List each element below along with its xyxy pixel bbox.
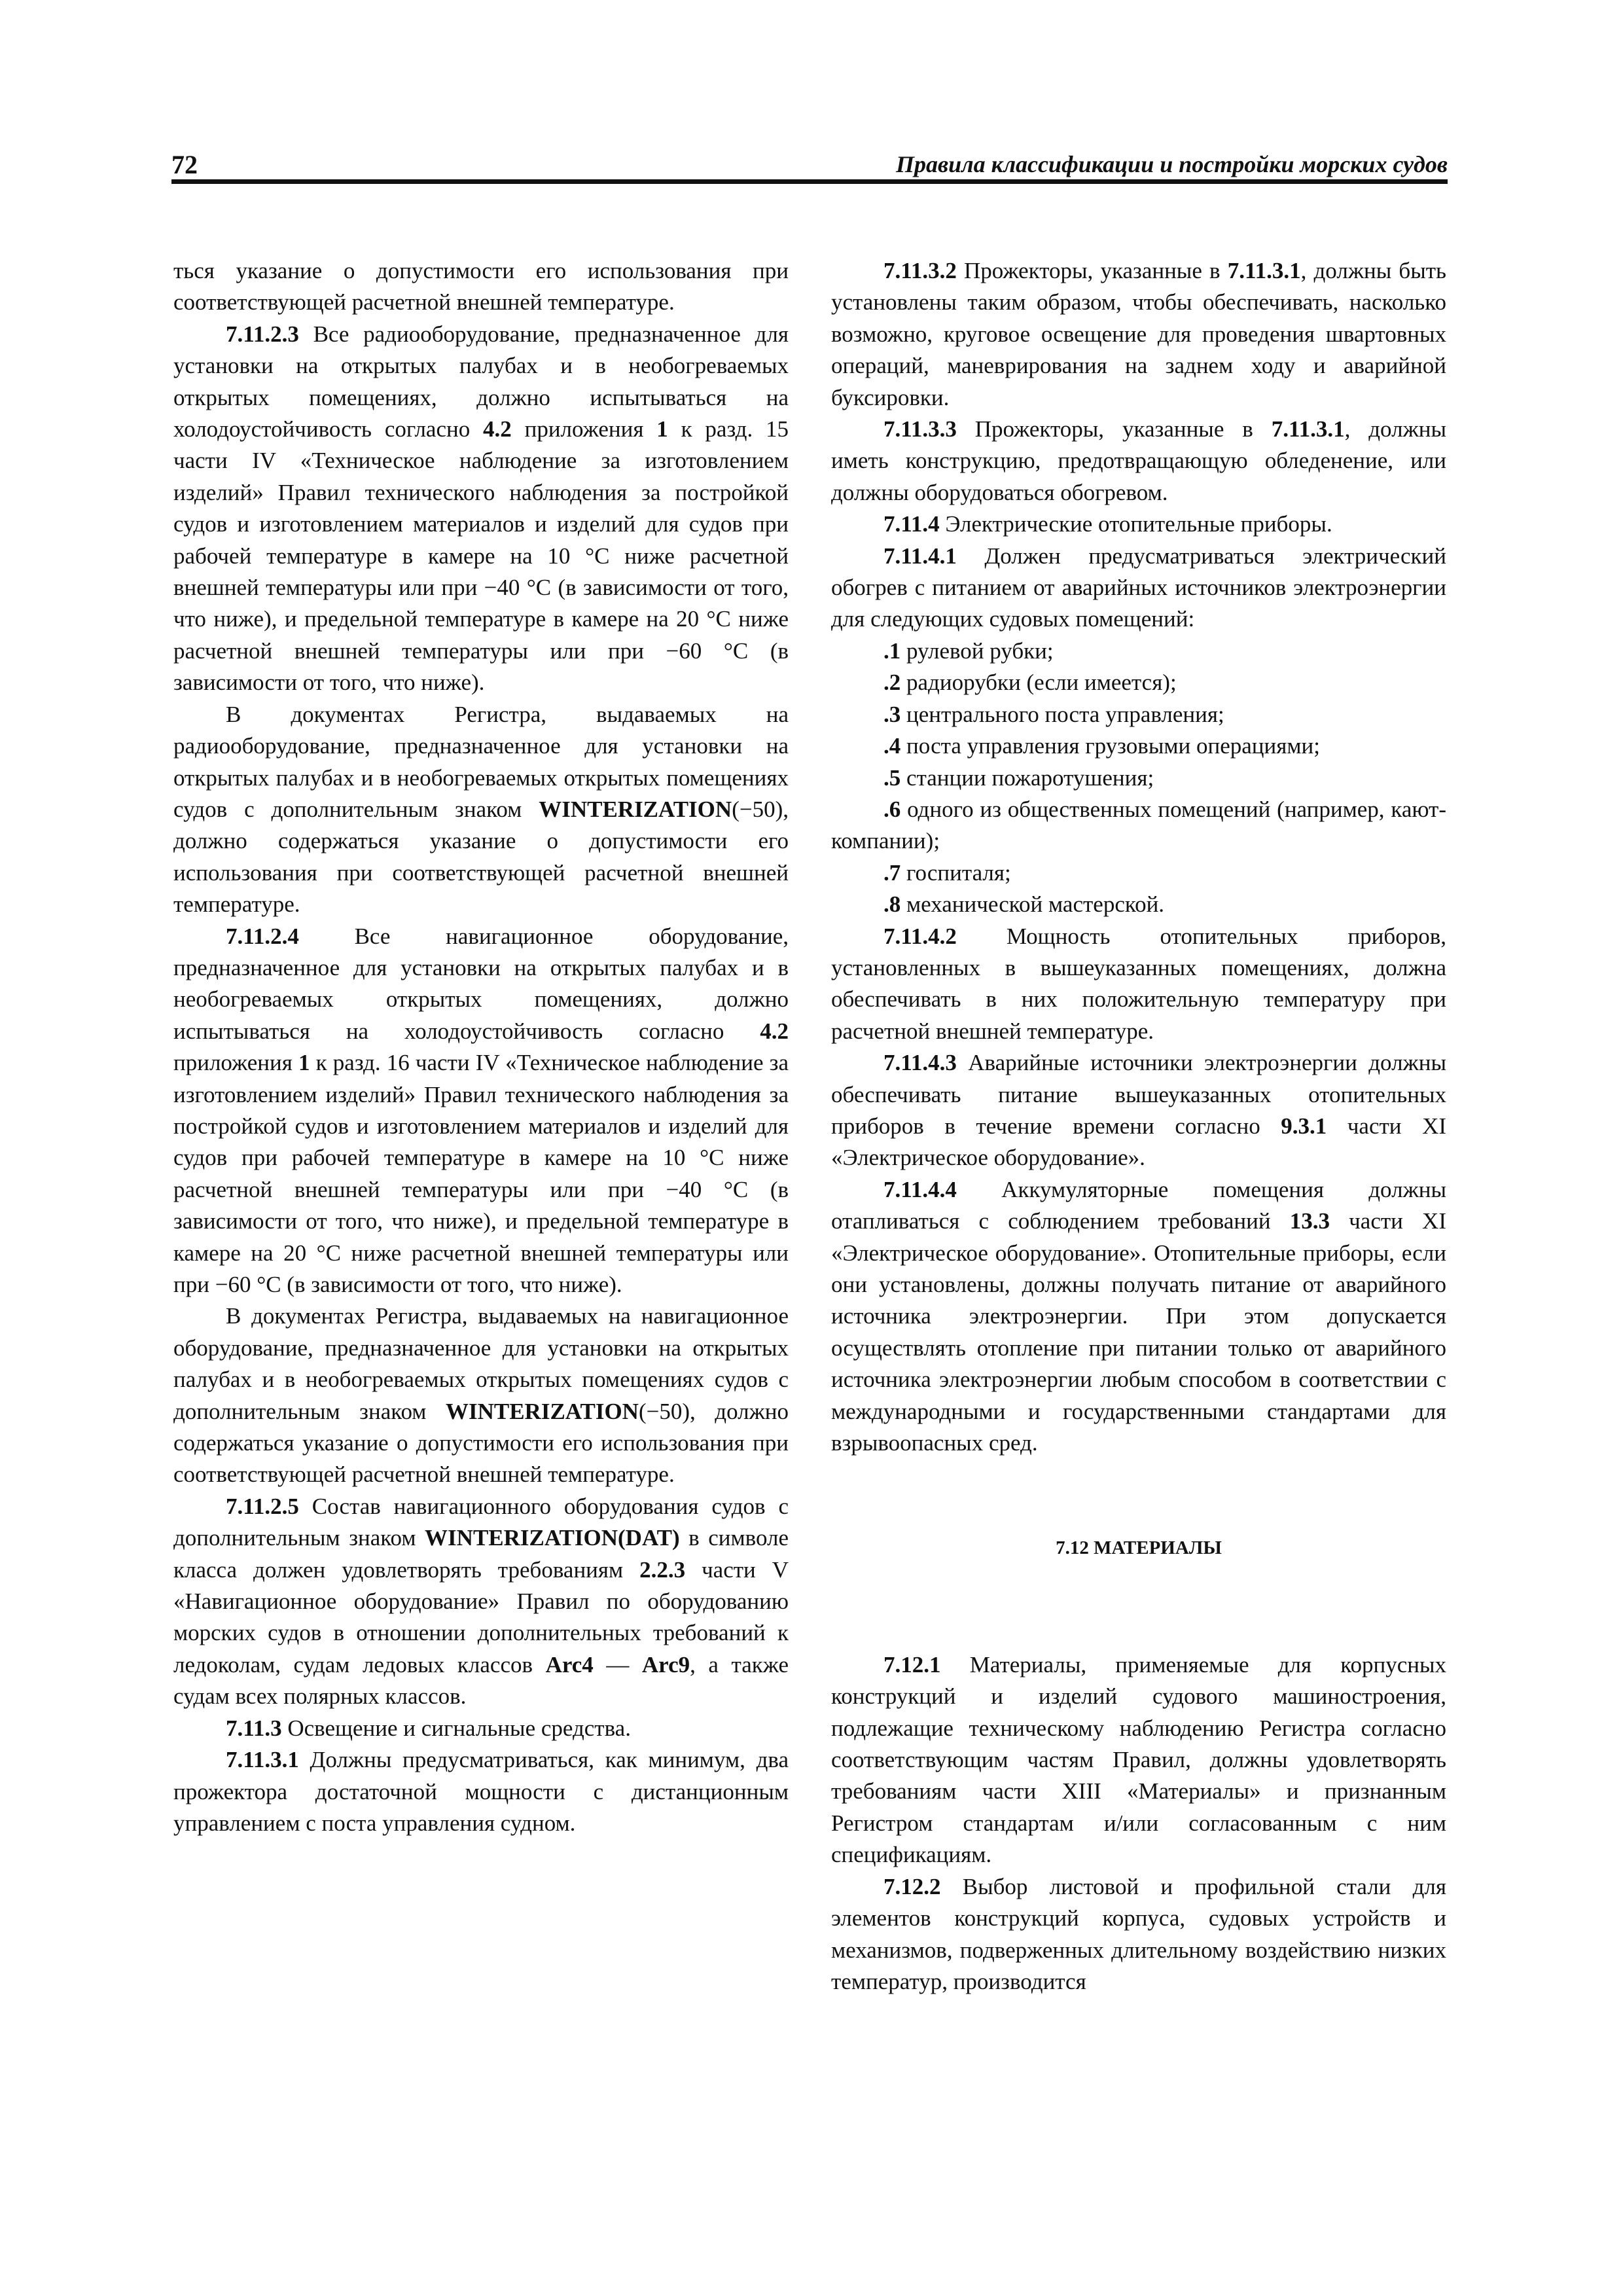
page-number: 72 [171,150,198,179]
list-item: .5 станции пожаротушения; [883,764,1154,791]
paragraph: В документах Регистра, выдаваемых на радиооборудование, предназначенное для установки на открытых палубах и в необогреваемых открытых помещениях судов с дополнительным знаком WINTERIZATION(−50), должно содержаться указание о допустимости его использования при соответствующей расчетной внешней температуре. [173,701,789,918]
list-item: .1 рулевой рубки; [883,637,1054,664]
list-item: .2 радиорубки (если имеется); [883,670,1177,696]
right-column [831,255,1446,1998]
paragraph-7-11-3-3: 7.11.3.3 Прожекторы, указанные в 7.11.3.1, должны иметь конструкцию, предотвращающую обледенение, или должны оборудоваться обогревом. [831,416,1446,505]
list-item: .4 поста управления грузовыми операциями; [883,733,1320,759]
paragraph-7-12-1: 7.12.1 Материалы, применяемые для корпусных конструкций и изделий судового машиностроения, подлежащие техническому наблюдению Регистра согласно соответствующим частям Правил, должны удовлетворять требованиям части XIII «Материалы» и признанным Регистром стандартам и/или согласованным с ним спецификациям. [831,1651,1446,1868]
paragraph: В документах Регистра, выдаваемых на навигационное оборудование, предназначенное для установки на открытых палубах и в необогреваемых открытых помещениях судов с дополнительным знаком WINTERIZATION(−50), должно содержаться указание о допустимости его использования при соответствующей расчетной внешней температуре. [173,1303,789,1488]
paragraph-7-11-2-3: 7.11.2.3 Все радиооборудование, предназначенное для установки на открытых палубах и в необогреваемых открытых помещениях, должно испытываться на холодоустойчивость согласно 4.2 приложения 1 к разд. 15 части IV «Техническое наблюдение за изготовлением изделий» Правил технического наблюдения за постройкой судов и изготовлением материалов и изделий для судов при рабочей температуре в камере на 10 °С ниже расчетной внешней температуры или при −40 °С (в зависимости от того, что ниже), и предельной температуре в камере на 20 °С ниже расчетной внешней температуры или при −60 °С (в зависимости от того, что ниже). [173,321,789,696]
paragraph-7-11-3-1: 7.11.3.1 Должны предусматриваться, как минимум, два прожектора достаточной мощности с дистанционным управлением с поста управления судном. [173,1747,789,1836]
paragraph-7-11-3: 7.11.3 Освещение и сигнальные средства. [226,1715,631,1741]
paragraph-7-11-4-2: 7.11.4.2 Мощность отопительных приборов, установленных в вышеуказанных помещениях, должна обеспечивать в них положительную температуру при расчетной внешней температуре. [831,923,1446,1044]
paragraph-7-11-3-2: 7.11.3.2 Прожекторы, указанные в 7.11.3.1, должны быть установлены таким образом, чтобы обеспечивать, насколько возможно, круговое освещение для проведения швартовных операций, маневрирования на заднем ходу и аварийной буксировки. [831,258,1446,410]
list-item: .7 госпиталя; [883,859,1011,886]
paragraph-7-11-4-3: 7.11.4.3 Аварийные источники электроэнергии должны обеспечивать питание вышеуказанных отопительных приборов в течение времени согласно 9.3.1 части XI «Электрическое оборудование». [831,1050,1446,1171]
left-column [173,255,789,1839]
paragraph: ться указание о допустимости его использования при соответствующей расчетной внешней температуре. [173,258,789,315]
paragraph-7-11-2-4: 7.11.2.4 Все навигационное оборудование, предназначенное для установки на открытых палубах и в необогреваемых открытых помещениях, должно испытываться на холодоустойчивость согласно 4.2 приложения 1 к разд. 16 части IV «Техническое наблюдение за изготовлением изделий» Правил технического наблюдения за постройкой судов и изготовлением материалов и изделий для судов при рабочей температуре в камере на 10 °С ниже расчетной внешней температуры или при −40 °С (в зависимости от того, что ниже), и предельной температуре в камере на 20 °С ниже расчетной внешней температуры или при −60 °С (в зависимости от того, что ниже). [173,923,789,1297]
paragraph-7-11-4-1: 7.11.4.1 Должен предусматриваться электрический обогрев с питанием от аварийных источников электроэнергии для следующих судовых помещений: [831,543,1446,632]
section-heading: 7.12 МАТЕРИАЛЫ [1056,1537,1222,1559]
page-header [171,145,1448,184]
paragraph-7-11-4-4: 7.11.4.4 Аккумуляторные помещения должны отапливаться с соблюдением требований 13.3 части XI «Электрическое оборудование». Отопительные приборы, если они установлены, должны получать питание от аварийного источника электроэнергии. При этом допускается осуществлять отопление при питании только от аварийного источника электроэнергии любым способом в соответствии с международными и государственными стандартами для взрывоопасных сред. [831,1176,1446,1456]
list-item: .8 механической мастерской. [883,891,1165,918]
list-item: .3 центрального поста управления; [883,701,1224,727]
paragraph-7-12-2: 7.12.2 Выбор листовой и профильной стали для элементов конструкций корпуса, судовых устройств и механизмов, подверженных длительному воздействию низких температур, производится [831,1873,1446,1994]
running-title: Правила классификации и постройки морских судов [896,151,1448,177]
paragraph-7-11-4: 7.11.4 Электрические отопительные приборы. [883,511,1332,537]
list-item: .6 одного из общественных помещений (например, кают-компании); [831,796,1446,854]
paragraph-7-11-2-5: 7.11.2.5 Состав навигационного оборудования судов с дополнительным знаком WINTERIZATION(DAT) в символе класса должен удовлетворять требованиям 2.2.3 части V «Навигационное оборудование» Правил по оборудованию морских судов в отношении дополнительных требований к ледоколам, судам ледовых классов Arc4 — Arc9, а также судам всех полярных классов. [173,1493,789,1710]
